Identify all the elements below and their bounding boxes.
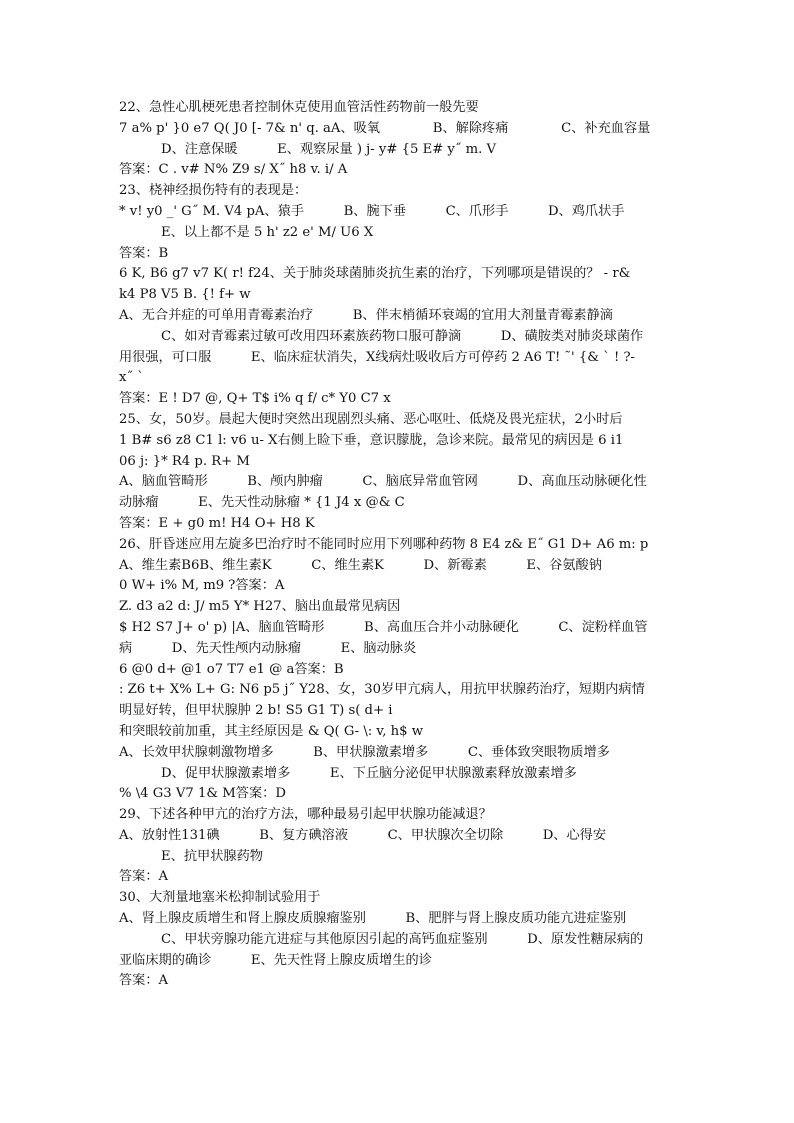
question-22-options-cont: D、注意保暖 E、观察尿量 ) j- y# {5 E# y˝ m. V [161,141,497,157]
question-22-stem: 22、急性心肌梗死患者控制休克使用血管活性药物前一般先要 [119,100,479,115]
question-26-options: A、维生素B6B、维生素K C、维生素K D、新霉素 E、谷氨酸钠 [119,557,602,573]
question-23-answer: 答案：B [119,245,169,261]
question-26-stem: 26、肝昏迷应用左旋多巴治疗时不能同时应用下列哪种药物 8 E4 z& E˝ G1 D+ A6 m: p [119,536,649,552]
question-23-stem: 23、桡神经损伤特有的表现是： [119,183,308,199]
question-29-stem: 29、下述各种甲亢的治疗方法，哪种最易引起甲状腺功能减退？ [119,807,492,823]
question-24-stem-cont: k4 P8 V5 B. {! f+ w [119,287,251,303]
question-23-options: * v! y0 _' G˝ M. V4 pA、猿手 B、腕下垂 C、爪形手 D、鸡爪状手 [119,203,625,219]
question-30-stem: 30、大剂量地塞米松抑制试验用于 [119,890,321,906]
question-27-answer: 6 @0 d+ @1 o7 T7 e1 @ a答案：B [119,661,344,677]
question-25-options-cont: 动脉瘤 E、先天性动脉瘤 * {1 J4 x @& C [119,495,405,511]
question-28-options-cont: D、促甲状腺激素增多 E、下丘脑分泌促甲状腺激素释放激素增多 [161,765,577,781]
question-25-stem-cont: 06 j: }* R4 p. R+ M [119,453,250,469]
document-body [119,98,679,992]
question-27-options: $ H2 S7 J+ o' p) |A、脑血管畸形 B、高血压合并小动脉硬化 C、淀粉样血管 [119,619,648,635]
question-25-answer: 答案：E + g0 m! H4 O+ H8 K [119,515,315,531]
question-25-options: A、脑血管畸形 B、颅内肿瘤 C、脑底异常血管网 D、高血压动脉硬化性 [119,474,647,490]
question-24-options-cont: C、如对青霉素过敏可改用四环素族药物口服可静滴 D、磺胺类对肺炎球菌作 [161,328,644,344]
question-28-options: A、长效甲状腺刺激物增多 B、甲状腺激素增多 C、垂体致突眼物质增多 [119,744,610,760]
question-28-stem-cont: 和突眼较前加重，其主经原因是 & Q( G- \: v, h$ w [119,723,424,739]
question-30-options-cont: C、甲状旁腺功能亢进症与其他原因引起的高钙血症鉴别 D、原发性糖尿病的 [161,931,644,947]
question-24-options-cont: 用很强，可口服 E、临床症状消失，X线病灶吸收后方可停药 2 A6 T! ˜' {& ` ! ?- [119,349,635,365]
question-24-answer: 答案：E ! D7 @, Q+ T$ i% q f/ c* Y0 C7 x [119,391,391,407]
question-22-options: 7 a% p' }0 e7 Q( J0 [- 7& n' q. aA、吸氧 B、解除疼痛 C、补充血容量 [119,120,651,136]
question-29-options-cont: E、抗甲状腺药物 [161,848,263,864]
question-29-answer: 答案：A [119,869,169,885]
question-30-options: A、肾上腺皮质增生和肾上腺皮质腺瘤鉴别 B、肥胖与肾上腺皮质功能亢进症鉴别 [119,911,627,927]
question-24-options-cont: x˝ ` [119,370,144,386]
question-29-options: A、放射性131碘 B、复方碘溶液 C、甲状腺次全切除 D、心得安 [119,827,607,843]
question-27-options-cont: 病 D、先天性颅内动脉瘤 E、脑动脉炎 [119,640,417,656]
question-28-stem: : Z6 t+ X% L+ G: N6 p5 j˝ Y28、女，30岁甲亢病人，用抗甲状腺药治疗，短期内病情 [119,682,645,698]
question-28-answer: % \4 G3 V7 1& M答案：D [119,786,286,802]
question-25-stem: 25、女，50岁。晨起大便时突然出现剧烈头痛、恶心呕吐、低烧及畏光症状，2小时后 [119,411,623,427]
question-27-stem: Z. d3 a2 d: J/ m5 Y* H27、脑出血最常见病因 [119,599,401,615]
question-25-stem-cont: 1 B# s6 z8 C1 l: v6 u- X右侧上睑下垂，意识朦胧，急诊来院。最常见的病因是 6 i1 [119,432,624,448]
question-24-stem: 6 K, B6 g7 v7 K( r! f24、关于肺炎球菌肺炎抗生素的治疗，下列哪项是错误的？ - r& [119,266,631,282]
question-30-answer: 答案：A [119,973,169,989]
question-22-answer: 答案：C . v# N% Z9 s/ X˝ h8 v. i/ A [119,162,348,178]
question-24-options: A、无合并症的可单用青霉素治疗 B、伴末梢循环衰竭的宜用大剂量青霉素静滴 [119,307,613,323]
question-23-options-cont: E、以上都不是 5 h' z2 e' M/ U6 X [161,224,374,240]
question-26-answer: 0 W+ i% M, m9 ?答案：A [119,578,285,594]
question-30-options-cont: 亚临床期的确诊 E、先天性肾上腺皮质增生的诊 [119,952,432,968]
question-28-stem-cont: 明显好转，但甲状腺肿 2 b! S5 G1 T) s( d+ i [119,703,393,719]
